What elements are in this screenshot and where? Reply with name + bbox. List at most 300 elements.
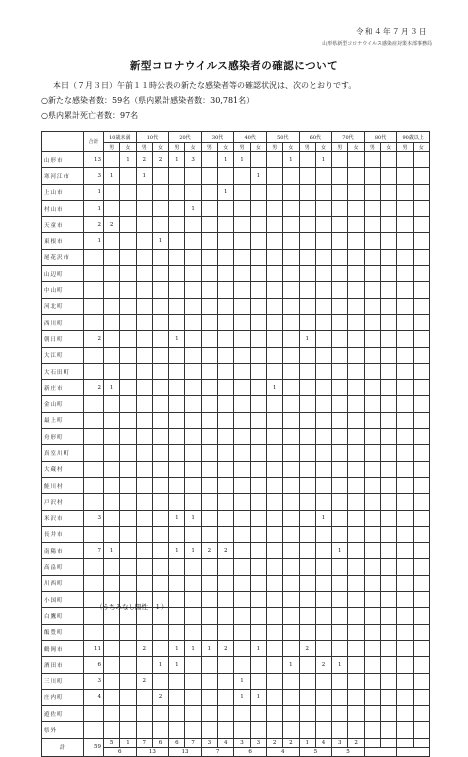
count-cell (315, 380, 331, 396)
count-cell (250, 510, 266, 526)
count-cell (283, 266, 299, 282)
count-cell (364, 608, 380, 624)
municipality-name: 中山町 (42, 282, 84, 298)
count-cell (397, 331, 413, 347)
count-cell (397, 624, 413, 640)
count-cell (136, 429, 152, 445)
count-cell (185, 412, 201, 428)
count-cell (283, 624, 299, 640)
count-cell (283, 722, 299, 738)
count-cell (348, 200, 364, 216)
header-sex-female: 女 (413, 143, 429, 152)
count-cell (152, 363, 168, 379)
count-cell: 2 (136, 152, 152, 168)
count-cell (283, 494, 299, 510)
count-cell (250, 706, 266, 722)
row-total: 11 (84, 640, 104, 656)
count-cell (185, 249, 201, 265)
total-by-age-cell: 13 (136, 747, 169, 756)
municipality-name: 尾花沢市 (42, 249, 84, 265)
count-cell (136, 217, 152, 233)
count-cell (364, 152, 380, 168)
header-sex-male: 男 (332, 143, 348, 152)
count-cell (201, 526, 217, 542)
count-cell (332, 640, 348, 656)
count-cell (152, 429, 168, 445)
count-cell (299, 689, 315, 705)
municipality-name: 白鷹町 (42, 608, 84, 624)
count-cell (397, 282, 413, 298)
total-by-age-cell (397, 747, 430, 756)
count-cell (413, 363, 429, 379)
count-cell (266, 722, 282, 738)
count-cell (104, 152, 120, 168)
count-cell (218, 657, 234, 673)
count-cell (120, 314, 136, 330)
row-total (84, 347, 104, 363)
count-cell: 2 (136, 673, 152, 689)
count-cell (413, 217, 429, 233)
count-cell (104, 412, 120, 428)
row-total (84, 266, 104, 282)
count-cell (201, 592, 217, 608)
count-cell (152, 347, 168, 363)
count-cell (152, 673, 168, 689)
header-sex-male: 男 (104, 143, 120, 152)
count-cell (381, 461, 397, 477)
count-cell (397, 592, 413, 608)
count-cell (120, 657, 136, 673)
count-cell (381, 494, 397, 510)
total-by-age-cell: 5 (299, 747, 332, 756)
count-cell (266, 689, 282, 705)
header-sex-female: 女 (283, 143, 299, 152)
count-cell (104, 314, 120, 330)
count-cell (283, 706, 299, 722)
count-cell (234, 249, 250, 265)
table-row (42, 168, 430, 184)
count-cell (169, 249, 185, 265)
count-cell (185, 168, 201, 184)
count-cell (364, 200, 380, 216)
count-cell (234, 184, 250, 200)
table-row (42, 461, 430, 477)
count-cell (201, 298, 217, 314)
total-by-sex-cell: 2 (266, 738, 282, 747)
count-cell (364, 673, 380, 689)
count-cell (152, 298, 168, 314)
count-cell (234, 445, 250, 461)
row-total: 1 (84, 233, 104, 249)
count-cell (364, 575, 380, 591)
count-cell (266, 429, 282, 445)
count-cell (397, 673, 413, 689)
count-cell (332, 184, 348, 200)
count-cell (250, 445, 266, 461)
count-cell (348, 298, 364, 314)
count-cell (169, 429, 185, 445)
count-cell (332, 380, 348, 396)
count-cell (250, 575, 266, 591)
count-cell (185, 380, 201, 396)
count-cell (152, 217, 168, 233)
header-age-group: 30代 (201, 132, 234, 143)
count-cell (332, 396, 348, 412)
count-cell (152, 640, 168, 656)
count-cell (120, 559, 136, 575)
count-cell (397, 477, 413, 493)
count-cell (201, 380, 217, 396)
count-cell (332, 706, 348, 722)
count-cell (381, 282, 397, 298)
count-cell (152, 331, 168, 347)
count-cell (185, 396, 201, 412)
count-cell (266, 249, 282, 265)
count-cell (120, 363, 136, 379)
count-cell (413, 347, 429, 363)
count-cell (266, 347, 282, 363)
count-cell (283, 477, 299, 493)
count-cell (169, 673, 185, 689)
count-cell (104, 298, 120, 314)
count-cell (348, 510, 364, 526)
count-cell (185, 461, 201, 477)
count-cell (381, 314, 397, 330)
row-total (84, 559, 104, 575)
row-total: 2 (84, 331, 104, 347)
count-cell (364, 298, 380, 314)
count-cell (299, 282, 315, 298)
row-total: 13 (84, 152, 104, 168)
count-cell (332, 412, 348, 428)
count-cell (364, 168, 380, 184)
count-cell (185, 217, 201, 233)
count-cell (364, 266, 380, 282)
count-cell (250, 184, 266, 200)
table-row (42, 217, 430, 233)
table-row (42, 624, 430, 640)
row-total: 6 (84, 657, 104, 673)
count-cell: 1 (234, 673, 250, 689)
count-cell (104, 559, 120, 575)
count-cell (315, 624, 331, 640)
count-cell (413, 689, 429, 705)
table-row (42, 722, 430, 738)
count-cell (234, 168, 250, 184)
header-age-group: 60代 (299, 132, 332, 143)
table-row (42, 298, 430, 314)
count-cell (104, 363, 120, 379)
count-cell (299, 184, 315, 200)
count-cell (185, 363, 201, 379)
count-cell (348, 249, 364, 265)
count-cell (397, 494, 413, 510)
count-cell (120, 233, 136, 249)
municipality-name: 寒河江市 (42, 168, 84, 184)
count-cell (348, 657, 364, 673)
count-cell (299, 152, 315, 168)
count-cell (332, 217, 348, 233)
municipality-name: 村山市 (42, 200, 84, 216)
municipality-name: 東根市 (42, 233, 84, 249)
row-total (84, 477, 104, 493)
row-total: 1 (84, 184, 104, 200)
count-cell (332, 363, 348, 379)
total-by-age-cell: 6 (104, 747, 137, 756)
count-cell (120, 396, 136, 412)
count-cell (413, 249, 429, 265)
row-total (84, 396, 104, 412)
count-cell (201, 706, 217, 722)
row-total (84, 706, 104, 722)
count-cell (299, 363, 315, 379)
header-sex-male: 男 (299, 143, 315, 152)
count-cell (413, 722, 429, 738)
count-cell (218, 673, 234, 689)
count-cell (136, 510, 152, 526)
count-cell (348, 592, 364, 608)
count-cell: 1 (185, 543, 201, 559)
count-cell (332, 282, 348, 298)
count-cell (364, 592, 380, 608)
count-cell (397, 380, 413, 396)
count-cell (218, 445, 234, 461)
count-cell (185, 347, 201, 363)
count-cell (413, 266, 429, 282)
count-cell (136, 657, 152, 673)
count-cell (348, 445, 364, 461)
count-cell (185, 592, 201, 608)
count-cell (169, 396, 185, 412)
count-cell (120, 217, 136, 233)
count-cell (250, 396, 266, 412)
count-cell (120, 200, 136, 216)
count-cell (136, 184, 152, 200)
count-cell (234, 380, 250, 396)
count-cell (364, 624, 380, 640)
count-cell (299, 722, 315, 738)
table-row (42, 152, 430, 168)
count-cell: 1 (169, 152, 185, 168)
count-cell (136, 314, 152, 330)
count-cell (250, 217, 266, 233)
header-sex-female: 女 (218, 143, 234, 152)
count-cell (364, 510, 380, 526)
count-cell (169, 526, 185, 542)
count-cell (332, 233, 348, 249)
count-cell (413, 559, 429, 575)
count-cell (413, 152, 429, 168)
count-cell (381, 445, 397, 461)
count-cell (169, 233, 185, 249)
count-cell (266, 233, 282, 249)
row-total (84, 314, 104, 330)
count-cell (413, 282, 429, 298)
count-cell (413, 592, 429, 608)
count-cell (283, 673, 299, 689)
count-cell (250, 608, 266, 624)
count-cell (381, 722, 397, 738)
municipality-name: 山形市 (42, 152, 84, 168)
count-cell (136, 722, 152, 738)
count-cell: 1 (250, 689, 266, 705)
count-cell (185, 706, 201, 722)
count-cell (348, 706, 364, 722)
count-cell (120, 461, 136, 477)
count-cell (250, 526, 266, 542)
count-cell (136, 298, 152, 314)
count-cell (332, 608, 348, 624)
count-cell (397, 543, 413, 559)
count-cell (136, 575, 152, 591)
count-cell (413, 184, 429, 200)
row-total (84, 494, 104, 510)
table-row (42, 396, 430, 412)
count-cell (348, 266, 364, 282)
municipality-name: 山辺町 (42, 266, 84, 282)
count-cell (169, 266, 185, 282)
count-cell (218, 347, 234, 363)
count-cell (315, 168, 331, 184)
total-by-sex-cell: 3 (332, 738, 348, 747)
count-cell (136, 543, 152, 559)
count-cell: 1 (185, 510, 201, 526)
count-cell (315, 543, 331, 559)
total-by-sex-cell: 1 (120, 738, 136, 747)
count-cell (315, 347, 331, 363)
count-cell (250, 673, 266, 689)
count-cell (348, 217, 364, 233)
count-cell (234, 396, 250, 412)
count-cell (332, 461, 348, 477)
municipality-name: 南陽市 (42, 543, 84, 559)
municipality-name: 真室川町 (42, 445, 84, 461)
count-cell (364, 363, 380, 379)
count-cell (266, 445, 282, 461)
count-cell (266, 217, 282, 233)
count-cell (152, 249, 168, 265)
count-cell (315, 200, 331, 216)
count-cell (185, 266, 201, 282)
count-cell (234, 298, 250, 314)
count-cell (332, 477, 348, 493)
count-cell (120, 477, 136, 493)
count-cell (413, 396, 429, 412)
table-row (42, 429, 430, 445)
municipality-name: 米沢市 (42, 510, 84, 526)
count-cell (234, 429, 250, 445)
count-cell (218, 380, 234, 396)
count-cell: 1 (152, 657, 168, 673)
count-cell (234, 347, 250, 363)
count-cell (104, 200, 120, 216)
count-cell (332, 689, 348, 705)
row-total (84, 412, 104, 428)
count-cell (218, 592, 234, 608)
count-cell (266, 314, 282, 330)
count-cell (234, 200, 250, 216)
count-cell (136, 559, 152, 575)
count-cell (250, 380, 266, 396)
count-cell: 2 (218, 543, 234, 559)
count-cell (315, 526, 331, 542)
count-cell (201, 347, 217, 363)
row-total: 1 (84, 200, 104, 216)
count-cell (201, 314, 217, 330)
count-cell (185, 608, 201, 624)
count-cell (169, 445, 185, 461)
count-cell (201, 396, 217, 412)
count-cell (315, 445, 331, 461)
count-cell (413, 331, 429, 347)
count-cell (364, 396, 380, 412)
count-cell (348, 673, 364, 689)
count-cell (397, 429, 413, 445)
row-total (84, 298, 104, 314)
count-cell (120, 575, 136, 591)
count-cell (397, 233, 413, 249)
header-age-group: 70代 (332, 132, 365, 143)
count-cell (315, 461, 331, 477)
count-cell (185, 657, 201, 673)
count-cell (283, 363, 299, 379)
table-row (42, 526, 430, 542)
count-cell (266, 152, 282, 168)
table-row (42, 200, 430, 216)
count-cell (348, 543, 364, 559)
count-cell (315, 298, 331, 314)
count-cell (397, 412, 413, 428)
count-cell (136, 445, 152, 461)
count-cell (364, 412, 380, 428)
count-cell (315, 217, 331, 233)
count-cell (397, 298, 413, 314)
count-cell (218, 331, 234, 347)
count-cell (218, 168, 234, 184)
count-cell (283, 608, 299, 624)
count-cell (364, 380, 380, 396)
count-cell (299, 168, 315, 184)
header-sex-female: 女 (120, 143, 136, 152)
count-cell (413, 510, 429, 526)
count-cell (152, 706, 168, 722)
count-cell (315, 640, 331, 656)
count-cell (332, 624, 348, 640)
count-cell (136, 380, 152, 396)
count-cell (381, 624, 397, 640)
count-cell (185, 494, 201, 510)
count-cell (201, 168, 217, 184)
count-cell (169, 314, 185, 330)
count-cell (104, 266, 120, 282)
count-cell (234, 575, 250, 591)
count-cell (397, 608, 413, 624)
header-age-group: 10歳未満 (104, 132, 137, 143)
count-cell (381, 152, 397, 168)
municipality-name: 朝日町 (42, 331, 84, 347)
count-cell (381, 298, 397, 314)
count-cell (218, 314, 234, 330)
count-cell (250, 461, 266, 477)
count-cell (152, 575, 168, 591)
count-cell (250, 200, 266, 216)
municipality-name: 上山市 (42, 184, 84, 200)
count-cell (234, 282, 250, 298)
count-cell (364, 184, 380, 200)
count-cell (315, 608, 331, 624)
count-cell (266, 624, 282, 640)
count-cell (136, 363, 152, 379)
